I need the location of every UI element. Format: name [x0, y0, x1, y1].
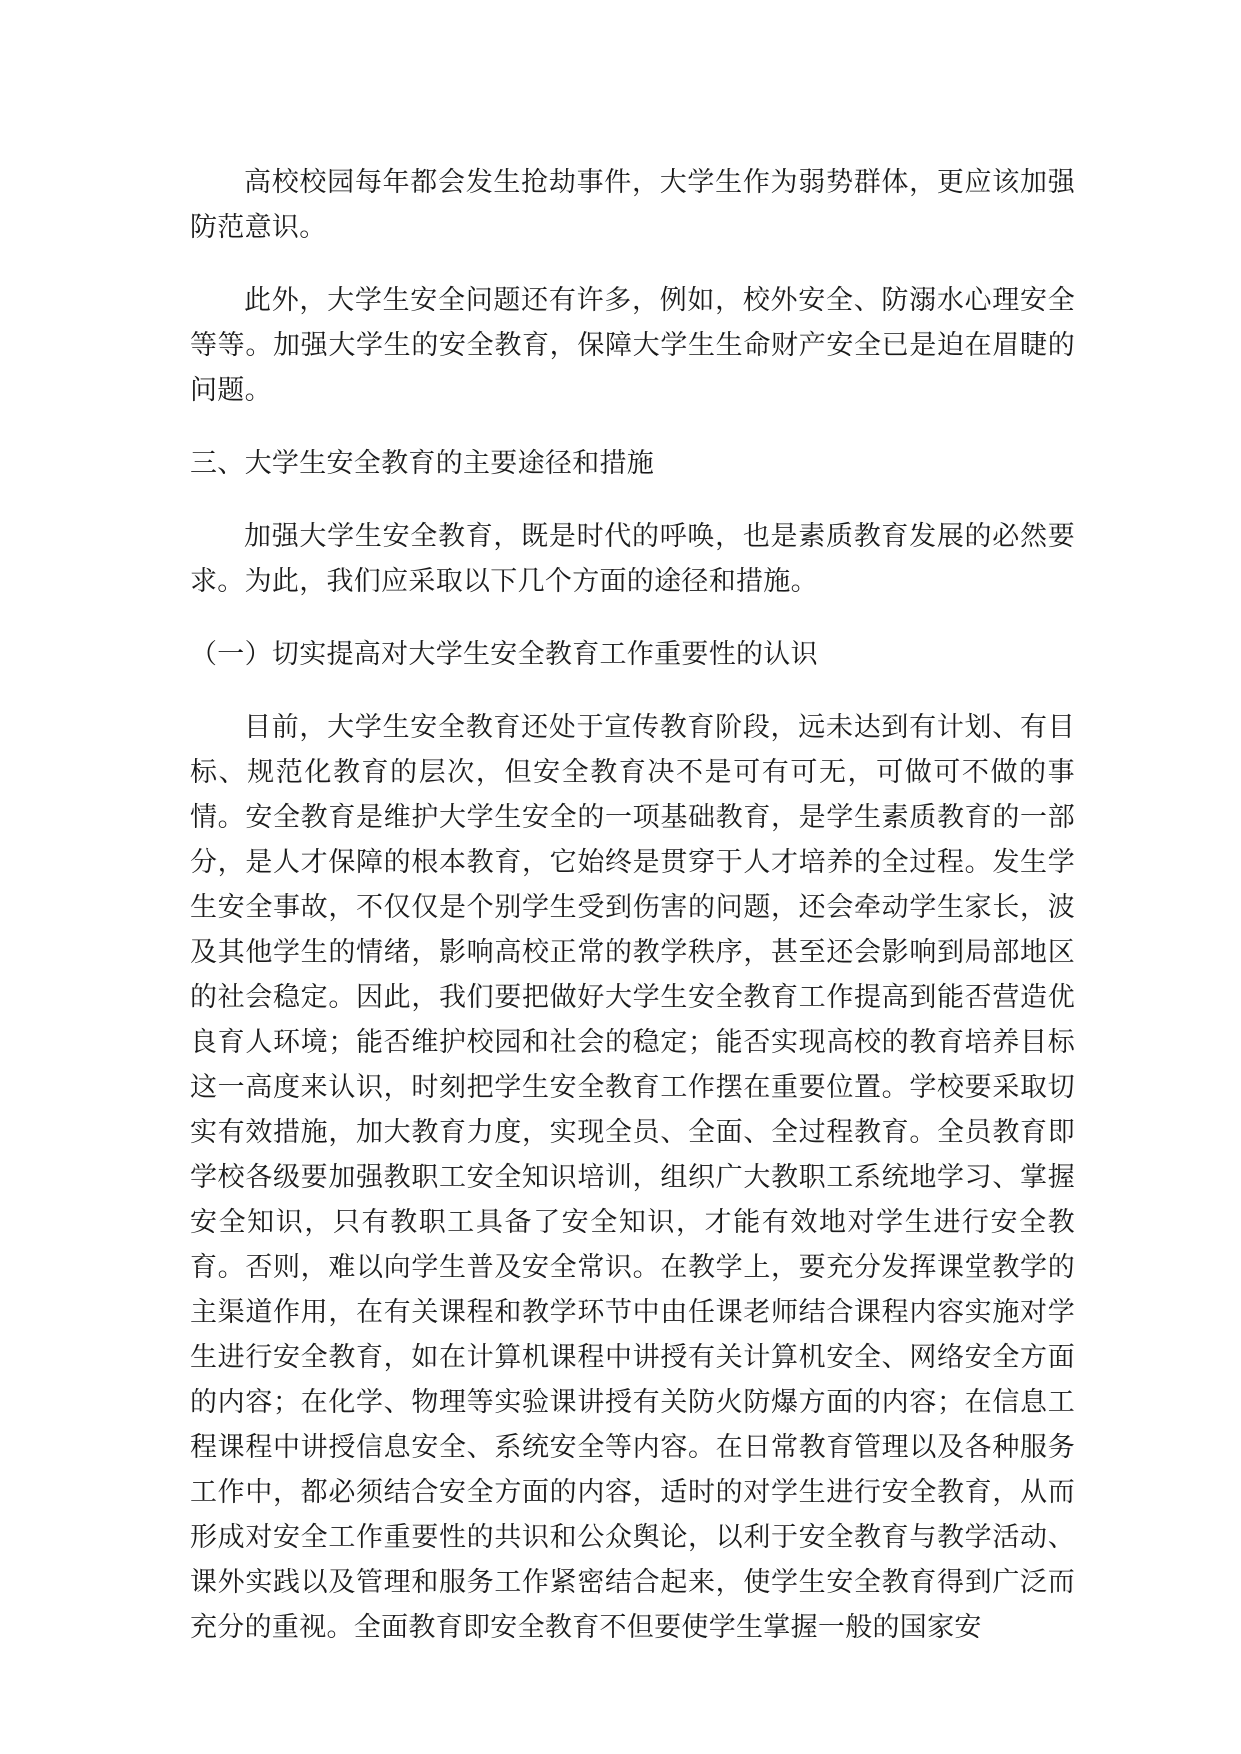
section-heading-3: 三、大学生安全教育的主要途径和措施: [190, 448, 655, 479]
paragraph-other-safety-issues: 此外，大学生安全问题还有许多，例如，校外安全、防溺水心理安全等等。加强大学生的安全教育，保障大学生生命财产安全已是迫在眉睫的问题。: [190, 285, 1075, 406]
subsection-heading-1: （一）切实提高对大学生安全教育工作重要性的认识: [190, 639, 818, 670]
paragraph-importance-of-safety-education: 目前，大学生安全教育还处于宣传教育阶段，远未达到有计划、有目标、规范化教育的层次，但安全教育决不是可有可无，可做可不做的事情。安全教育是维护大学生安全的一项基础教育，是学生素质教育的一部分，是人才保障的根本教育，它始终是贯穿于人才培养的全过程。发生学生安全事故，不仅仅是个别学生受到伤害的问题，还会牵动学生家长，波及其他学生的情绪，影响高校正常的教学秩序，甚至还会影响到局部地区的社会稳定。因此，我们要把做好大学生安全教育工作提高到能否营造优良育人环境；能否维护校园和社会的稳定；能否实现高校的教育培养目标这一高度来认识，时刻把学生安全教育工作摆在重要位置。学校要采取切实有效措施，加大教育力度，实现全员、全面、全过程教育。全员教育即学校各级要加强教职工安全知识培训，组织广大教职工系统地学习、掌握安全知识，只有教职工具备了安全知识，才能有效地对学生进行安全教育。否则，难以向学生普及安全常识。在教学上，要充分发挥课堂教学的主渠道作用，在有关课程和教学环节中由任课老师结合课程内容实施对学生进行安全教育，如在计算机课程中讲授有关计算机安全、网络安全方面的内容；在化学、物理等实验课讲授有关防火防爆方面的内容；在信息工程课程中讲授信息安全、系统安全等内容。在日常教育管理以及各种服务工作中，都必须结合安全方面的内容，适时的对学生进行安全教育，从而形成对安全工作重要性的共识和公众舆论，以利于安全教育与教学活动、课外实践以及管理和服务工作紧密结合起来，使学生安全教育得到广泛而充分的重视。全面教育即安全教育不但要使学生掌握一般的国家安: [190, 712, 1075, 1643]
document-body: [190, 160, 1075, 1650]
paragraph-measures-intro: 加强大学生安全教育，既是时代的呼唤，也是素质教育发展的必然要求。为此，我们应采取以下几个方面的途径和措施。: [190, 521, 1075, 597]
paragraph-robbery-awareness: 高校校园每年都会发生抢劫事件，大学生作为弱势群体，更应该加强防范意识。: [190, 167, 1075, 243]
